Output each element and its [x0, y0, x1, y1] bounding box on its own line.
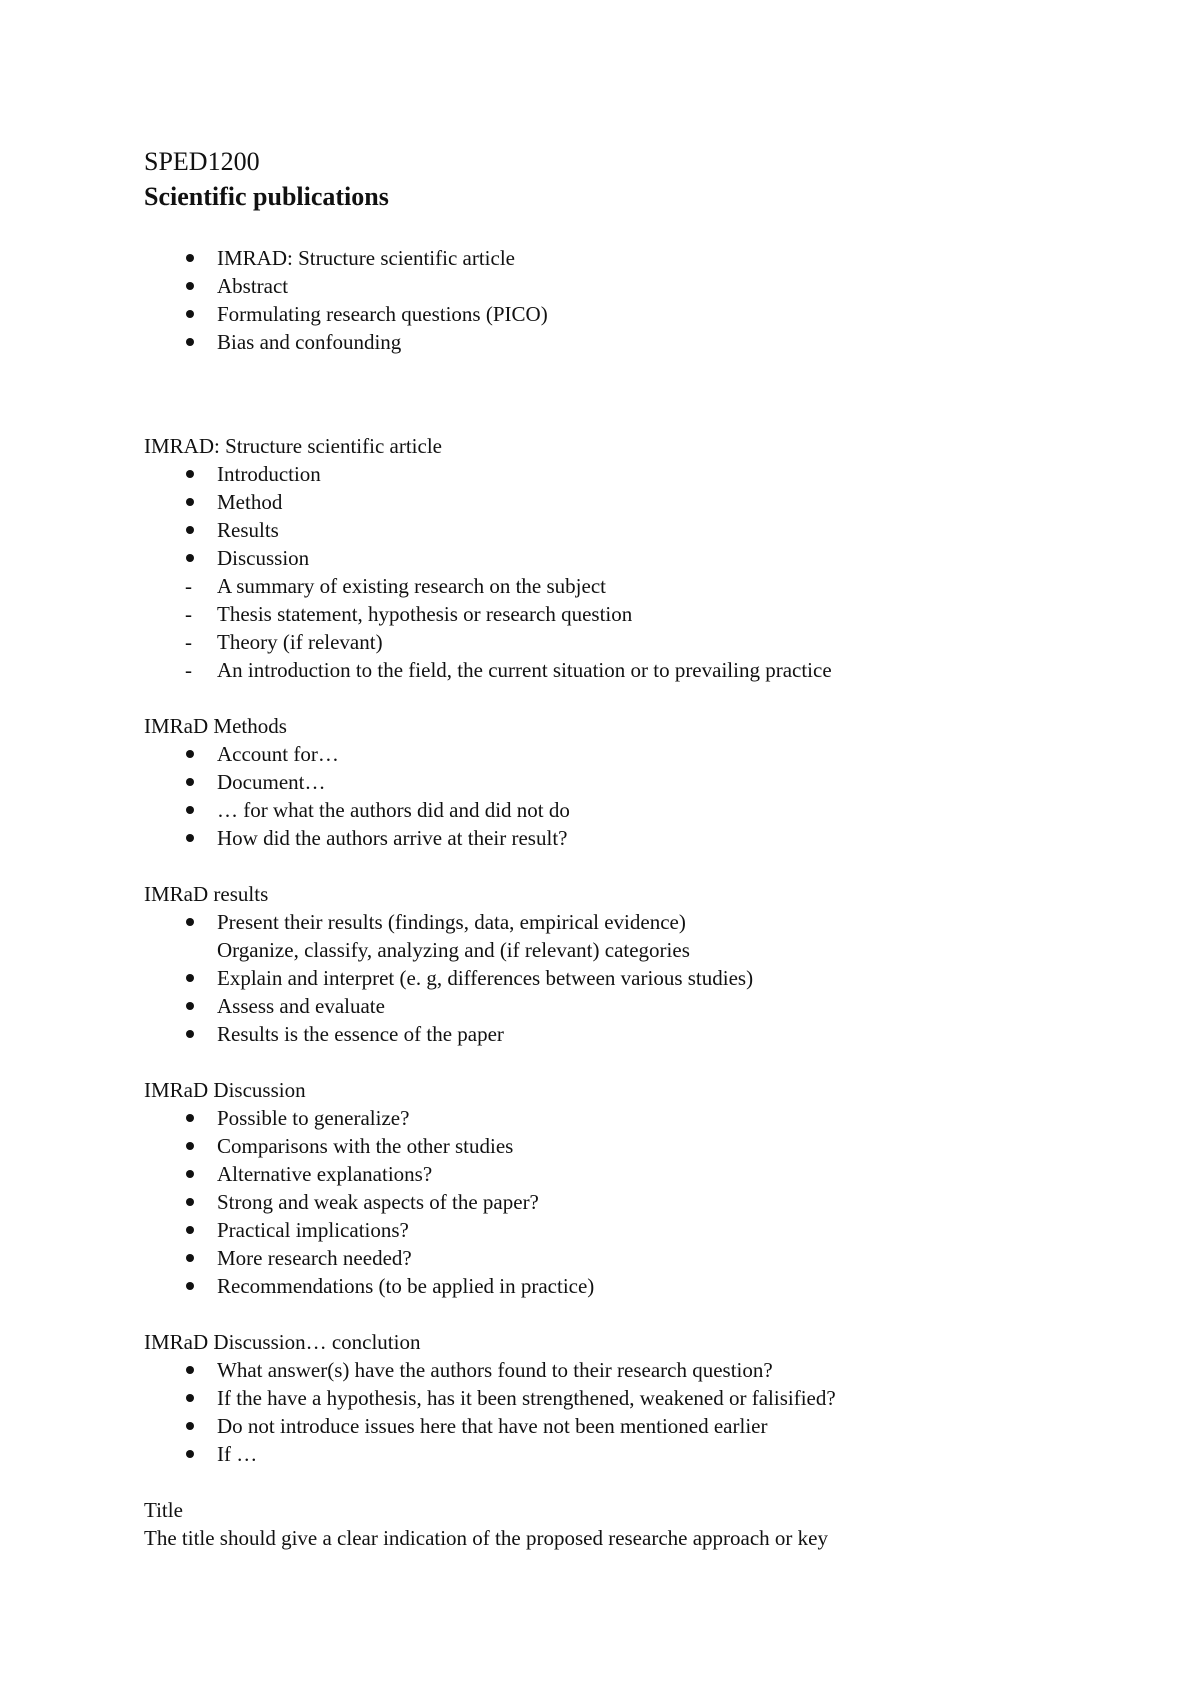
bullet-icon — [186, 338, 194, 346]
bullet-icon — [186, 470, 194, 478]
list-item: - An introduction to the field, the current situation or to prevailing practice — [185, 658, 832, 682]
list-item: Practical implications? — [144, 1216, 1104, 1244]
bullet-icon — [186, 918, 194, 926]
bullet-icon — [186, 1394, 194, 1402]
list-item: How did the authors arrive at their result? — [144, 824, 1104, 852]
list-item: If the have a hypothesis, has it been strengthened, weakened or falisified? — [144, 1384, 1104, 1412]
section-results — [144, 880, 1104, 1048]
bullet-icon — [186, 750, 194, 758]
bullet-icon — [186, 498, 194, 506]
bullet-icon — [186, 1422, 194, 1430]
list-item: Explain and interpret (e. g, differences between various studies) — [144, 964, 1104, 992]
dash-marker: - — [185, 574, 192, 598]
list-item: Assess and evaluate — [144, 992, 1104, 1020]
bullet-icon — [186, 806, 194, 814]
course-code: SPED1200 — [144, 147, 260, 176]
bullet-icon — [186, 554, 194, 562]
bullet-icon — [186, 1030, 194, 1038]
methods-list — [144, 740, 1104, 852]
document-header — [144, 144, 1104, 214]
dash-marker: - — [185, 630, 192, 654]
list-item: Formulating research questions (PICO) — [144, 300, 1104, 328]
discussion-list — [144, 1104, 1104, 1300]
bullet-icon — [186, 1254, 194, 1262]
list-item: Abstract — [144, 272, 1104, 300]
section-heading: IMRaD Discussion… conclution — [144, 1330, 421, 1354]
list-item: If … — [144, 1440, 1104, 1468]
list-item: More research needed? — [144, 1244, 1104, 1272]
imrad-bullet-list — [144, 460, 1104, 572]
section-imrad-structure — [144, 432, 1104, 684]
list-item: Comparisons with the other studies — [144, 1132, 1104, 1160]
list-item: Discussion — [144, 544, 1104, 572]
list-item: Strong and weak aspects of the paper? — [144, 1188, 1104, 1216]
bullet-icon — [186, 1002, 194, 1010]
list-item-continuation: Organize, classify, analyzing and (if relevant) categories — [217, 938, 690, 962]
list-item: - Theory (if relevant) — [185, 630, 383, 654]
imrad-dash-list — [144, 572, 1104, 684]
bullet-icon — [186, 1114, 194, 1122]
bullet-icon — [186, 1142, 194, 1150]
conclusion-list — [144, 1356, 1104, 1468]
list-item: Do not introduce issues here that have not been mentioned earlier — [144, 1412, 1104, 1440]
section-conclusion — [144, 1328, 1104, 1468]
list-item: What answer(s) have the authors found to their research question? — [144, 1356, 1104, 1384]
bullet-icon — [186, 778, 194, 786]
results-list — [144, 908, 1104, 1048]
bullet-icon — [186, 1450, 194, 1458]
list-item: Present their results (findings, data, empirical evidence) — [144, 908, 1104, 936]
list-item: Results — [144, 516, 1104, 544]
list-item: Bias and confounding — [144, 328, 1104, 356]
list-item: Recommendations (to be applied in practice) — [144, 1272, 1104, 1300]
section-heading: IMRAD: Structure scientific article — [144, 434, 442, 458]
document-subtitle: Scientific publications — [144, 182, 389, 211]
bullet-icon — [186, 282, 194, 290]
list-item: Results is the essence of the paper — [144, 1020, 1104, 1048]
section-heading: IMRaD Methods — [144, 714, 287, 738]
bullet-icon — [186, 526, 194, 534]
bullet-icon — [186, 1282, 194, 1290]
list-item: IMRAD: Structure scientific article — [144, 244, 1104, 272]
list-item: Introduction — [144, 460, 1104, 488]
bullet-icon — [186, 1226, 194, 1234]
section-methods — [144, 712, 1104, 852]
bullet-icon — [186, 1170, 194, 1178]
dash-marker: - — [185, 602, 192, 626]
list-item: Alternative explanations? — [144, 1160, 1104, 1188]
list-item: - Thesis statement, hypothesis or research question — [185, 602, 633, 626]
bullet-icon — [186, 254, 194, 262]
bullet-icon — [186, 1198, 194, 1206]
list-item: Document… — [144, 768, 1104, 796]
list-item: Possible to generalize? — [144, 1104, 1104, 1132]
bullet-icon — [186, 974, 194, 982]
bullet-icon — [186, 1366, 194, 1374]
section-heading: Title — [144, 1498, 183, 1522]
section-heading: IMRaD results — [144, 882, 269, 906]
bullet-icon — [186, 834, 194, 842]
section-heading: IMRaD Discussion — [144, 1078, 306, 1102]
bullet-icon — [186, 310, 194, 318]
section-discussion — [144, 1076, 1104, 1300]
list-item: - A summary of existing research on the subject — [185, 574, 606, 598]
overview-list — [144, 244, 1104, 356]
paragraph: The title should give a clear indication of the proposed researche approach or key — [144, 1526, 828, 1550]
list-item: Account for… — [144, 740, 1104, 768]
document-content — [144, 144, 1104, 1552]
dash-marker: - — [185, 658, 192, 682]
list-item: Method — [144, 488, 1104, 516]
list-item: … for what the authors did and did not do — [144, 796, 1104, 824]
section-title — [144, 1496, 1104, 1552]
